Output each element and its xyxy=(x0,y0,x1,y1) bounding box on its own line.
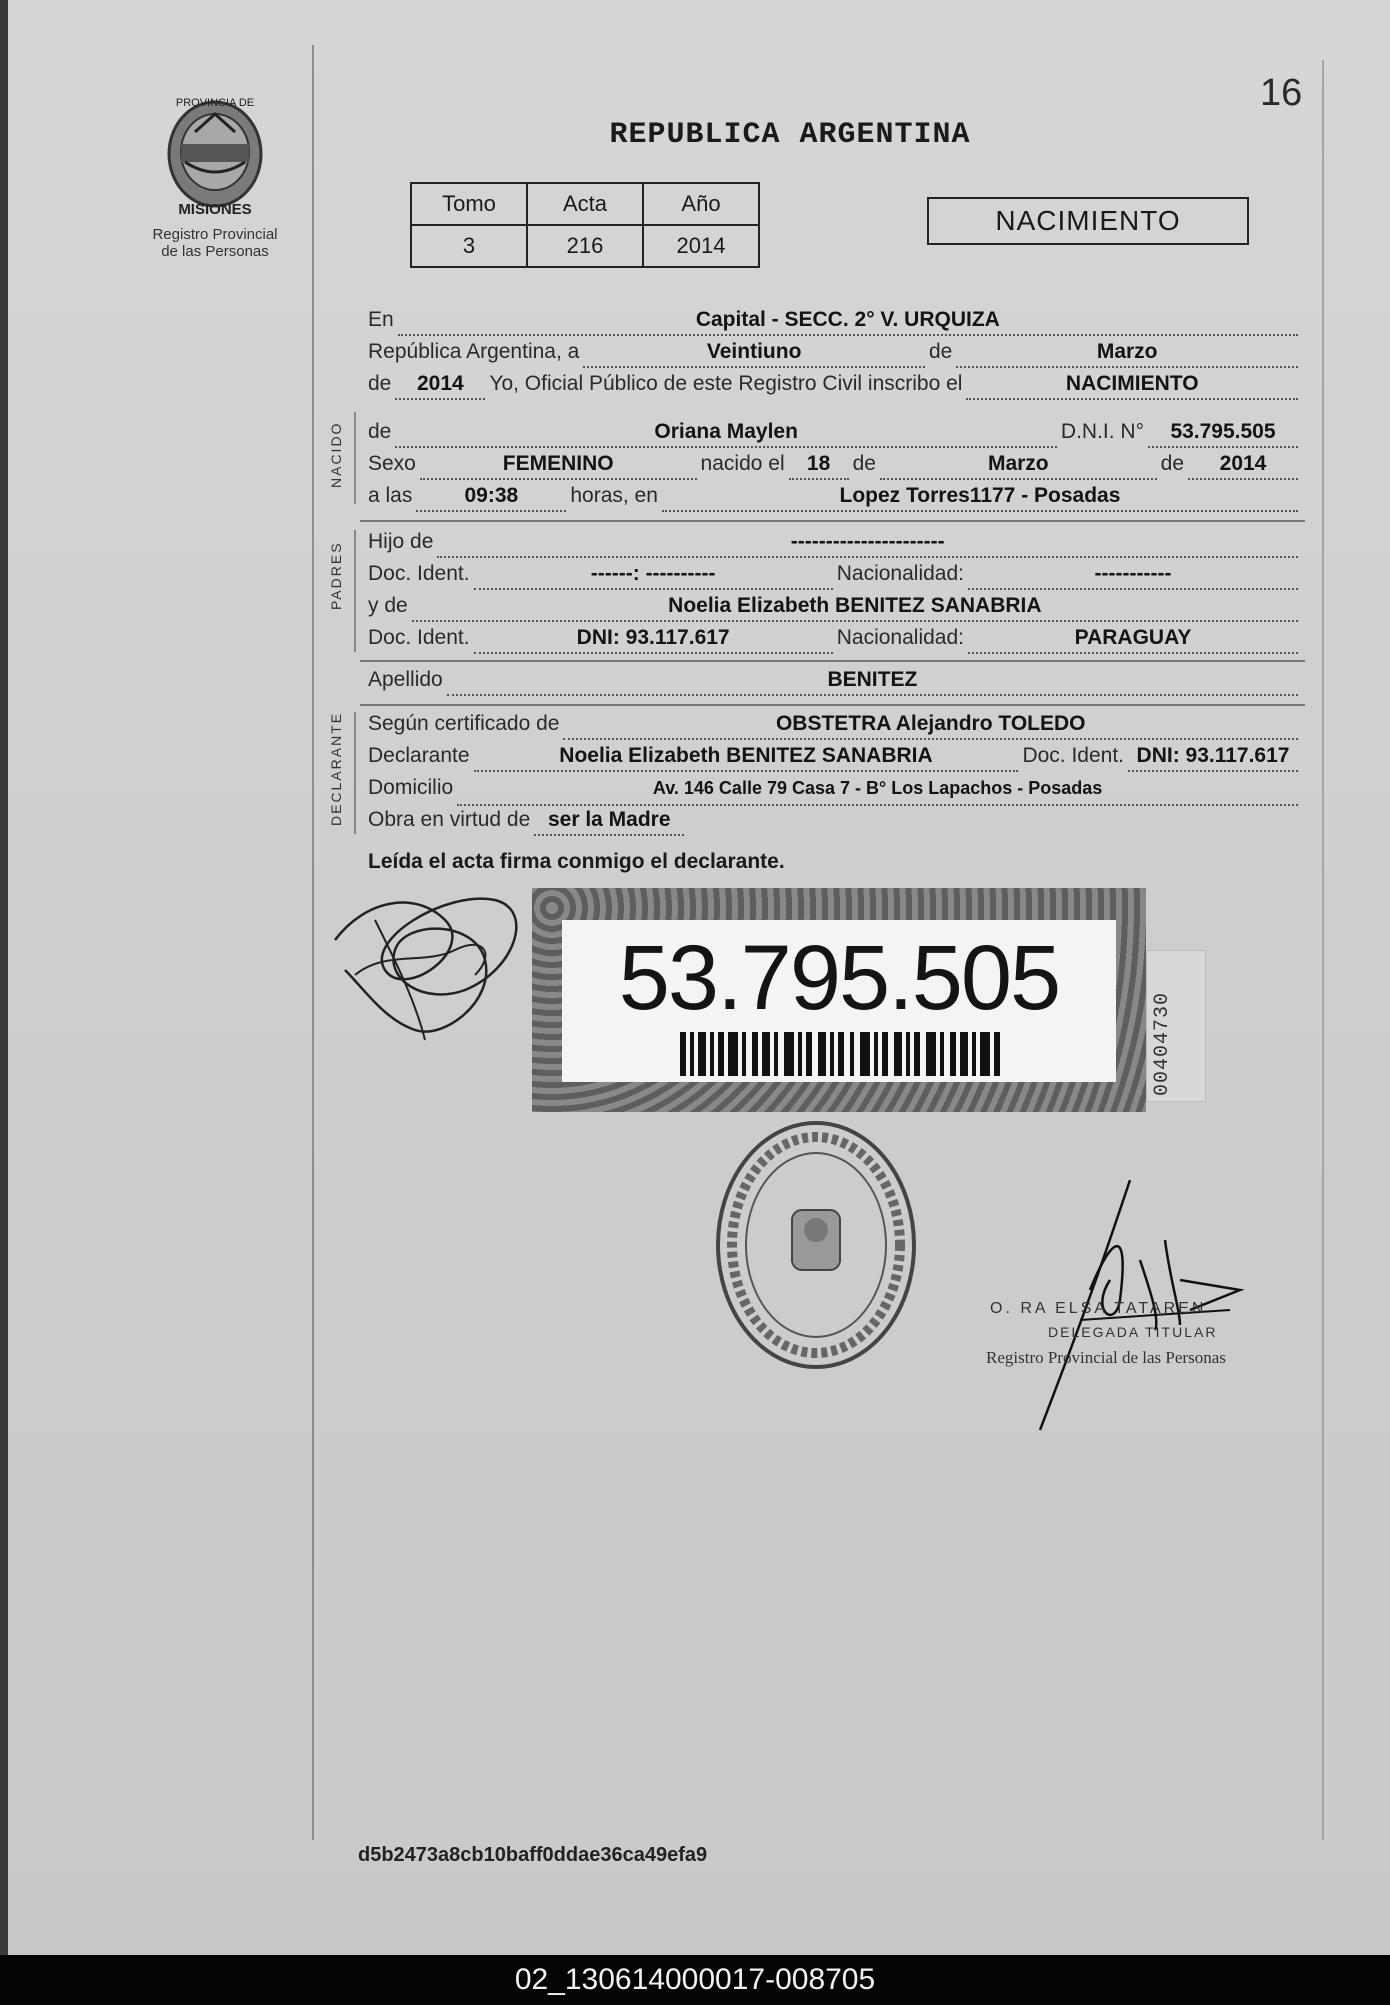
declarante-section-label: DECLARANTE xyxy=(328,711,344,826)
cert-label: Según certificado de xyxy=(368,712,560,735)
page-title: REPUBLICA ARGENTINA xyxy=(609,118,971,152)
a-las-label: a las xyxy=(368,484,413,507)
reference-header-row xyxy=(411,183,759,225)
place-value: Capital - SECC. 2° V. URQUIZA xyxy=(398,308,1298,336)
padres-divider xyxy=(360,660,1305,662)
emblem-bottom-text: MISIONES xyxy=(178,201,252,218)
file-id-footer: 02_130614000017-008705 xyxy=(0,1955,1390,2005)
birth-month-value: Marzo xyxy=(880,452,1157,480)
birth-de2-label: de xyxy=(1160,452,1184,475)
y-de-label: y de xyxy=(368,594,408,617)
birth-de-label: de xyxy=(852,452,876,475)
tomo-value: 3 xyxy=(411,225,527,267)
row-en xyxy=(368,308,1302,338)
row-republica xyxy=(368,340,1302,370)
row-apellido xyxy=(368,668,1302,698)
row-father-doc xyxy=(368,562,1302,592)
month-value: Marzo xyxy=(956,340,1298,368)
official-role: DELEGADA TITULAR xyxy=(1048,1324,1218,1340)
row-domicilio xyxy=(368,776,1302,806)
official-name: O. RA ELSA TATAREN xyxy=(990,1300,1207,1317)
registry-seal-icon xyxy=(706,1110,926,1380)
father-doc-label: Doc. Ident. xyxy=(368,562,470,585)
de-label: de xyxy=(928,340,953,363)
document-hash: d5b2473a8cb10baff0ddae36ca49efa9 xyxy=(358,1844,708,1866)
certificate-value: OBSTETRA Alejandro TOLEDO xyxy=(563,712,1298,740)
tomo-header: Tomo xyxy=(411,183,527,225)
right-rule xyxy=(1322,60,1324,1840)
mother-nat-value: PARAGUAY xyxy=(968,626,1298,654)
barcode-icon xyxy=(680,1032,1000,1076)
declarante-bar xyxy=(354,712,356,834)
birth-time-value: 09:38 xyxy=(416,484,566,512)
mother-value: Noelia Elizabeth BENITEZ SANABRIA xyxy=(412,594,1298,622)
nacido-el-label: nacido el xyxy=(700,452,785,475)
father-doc-value: ------: ---------- xyxy=(474,562,833,590)
father-nat-label: Nacionalidad: xyxy=(836,562,964,585)
birth-day-value: 18 xyxy=(789,452,849,480)
declarant-value: Noelia Elizabeth BENITEZ SANABRIA xyxy=(474,744,1019,772)
republica-label: República Argentina, a xyxy=(368,340,580,363)
apellido-value: BENITEZ xyxy=(447,668,1298,696)
declarant-signature-icon xyxy=(325,880,540,1050)
dni-label-sticker xyxy=(532,888,1146,1112)
official-office: Registro Provincial de las Personas xyxy=(986,1348,1226,1367)
declarante-label: Declarante xyxy=(368,744,470,767)
row-declarante xyxy=(368,744,1302,774)
row-y-de xyxy=(368,594,1302,624)
apellido-label: Apellido xyxy=(368,668,443,691)
act-value: NACIMIENTO xyxy=(966,372,1298,400)
birth-place-value: Lopez Torres1177 - Posadas xyxy=(662,484,1298,512)
nacido-de-label: de xyxy=(368,420,392,443)
apellido-divider xyxy=(360,704,1305,706)
closing-statement: Leída el acta firma conmigo el declarante. xyxy=(368,850,785,873)
dni-label: D.N.I. N° xyxy=(1060,420,1144,443)
row-hijo-de xyxy=(368,530,1302,560)
father-nat-value: ----------- xyxy=(968,562,1298,590)
control-number: 00404730 xyxy=(1151,991,1174,1096)
child-name-value: Oriana Maylen xyxy=(395,420,1057,448)
dni-label-inner xyxy=(562,920,1116,1082)
registry-caption-line-2: de las Personas xyxy=(161,243,269,260)
emblem-top-text: PROVINCIA DE xyxy=(175,97,255,109)
page-number: 16 xyxy=(1260,72,1303,114)
act-type-box: NACIMIENTO xyxy=(927,197,1249,245)
address-value: Av. 146 Calle 79 Casa 7 - B° Los Lapachos - Posadas xyxy=(457,778,1298,806)
anio-value: 2014 xyxy=(643,225,759,267)
de2-label: de xyxy=(368,372,392,395)
father-value: ---------------------- xyxy=(437,530,1298,558)
obra-label: Obra en virtud de xyxy=(368,808,531,831)
scan-edge xyxy=(0,0,8,1955)
capacity-value: ser la Madre xyxy=(534,808,684,836)
registry-caption-line-1: Registro Provincial xyxy=(152,226,278,243)
padres-bar xyxy=(354,530,356,652)
nacido-divider xyxy=(360,520,1305,522)
row-certificado xyxy=(368,712,1302,742)
year-value: 2014 xyxy=(395,372,485,400)
padres-section-label: PADRES xyxy=(328,541,344,610)
en-label: En xyxy=(368,308,394,331)
sexo-value: FEMENINO xyxy=(420,452,697,480)
row-a-las xyxy=(368,484,1302,514)
control-number-tab xyxy=(1146,950,1206,1102)
margin-rule xyxy=(312,45,314,1840)
reference-value-row xyxy=(411,225,759,267)
birth-year-value: 2014 xyxy=(1188,452,1298,480)
mother-doc-value: DNI: 93.117.617 xyxy=(474,626,833,654)
nacido-section-label: NACIDO xyxy=(328,421,344,488)
acta-header: Acta xyxy=(527,183,643,225)
declarant-doc-label: Doc. Ident. xyxy=(1022,744,1124,767)
row-nacido-name xyxy=(368,420,1302,450)
mother-nat-label: Nacionalidad: xyxy=(836,626,964,649)
child-dni-value: 53.795.505 xyxy=(1148,420,1298,448)
domicilio-label: Domicilio xyxy=(368,776,454,799)
dni-label-number: 53.795.505 xyxy=(618,927,1060,1029)
anio-header: Año xyxy=(643,183,759,225)
hijo-de-label: Hijo de xyxy=(368,530,434,553)
acta-value: 216 xyxy=(527,225,643,267)
nacido-bar xyxy=(354,412,356,504)
registry-caption xyxy=(130,226,300,260)
horas-label: horas, en xyxy=(570,484,658,507)
statement-label: Yo, Oficial Público de este Registro Civil inscribo el xyxy=(489,372,963,395)
day-value: Veintiuno xyxy=(583,340,925,368)
misiones-emblem-icon xyxy=(155,92,275,222)
row-mother-doc xyxy=(368,626,1302,656)
sexo-label: Sexo xyxy=(368,452,416,475)
reference-table xyxy=(410,182,760,268)
row-yo xyxy=(368,372,1302,402)
row-obra xyxy=(368,808,1302,838)
declarant-doc-value: DNI: 93.117.617 xyxy=(1128,744,1298,772)
row-sexo xyxy=(368,452,1302,482)
mother-doc-label: Doc. Ident. xyxy=(368,626,470,649)
